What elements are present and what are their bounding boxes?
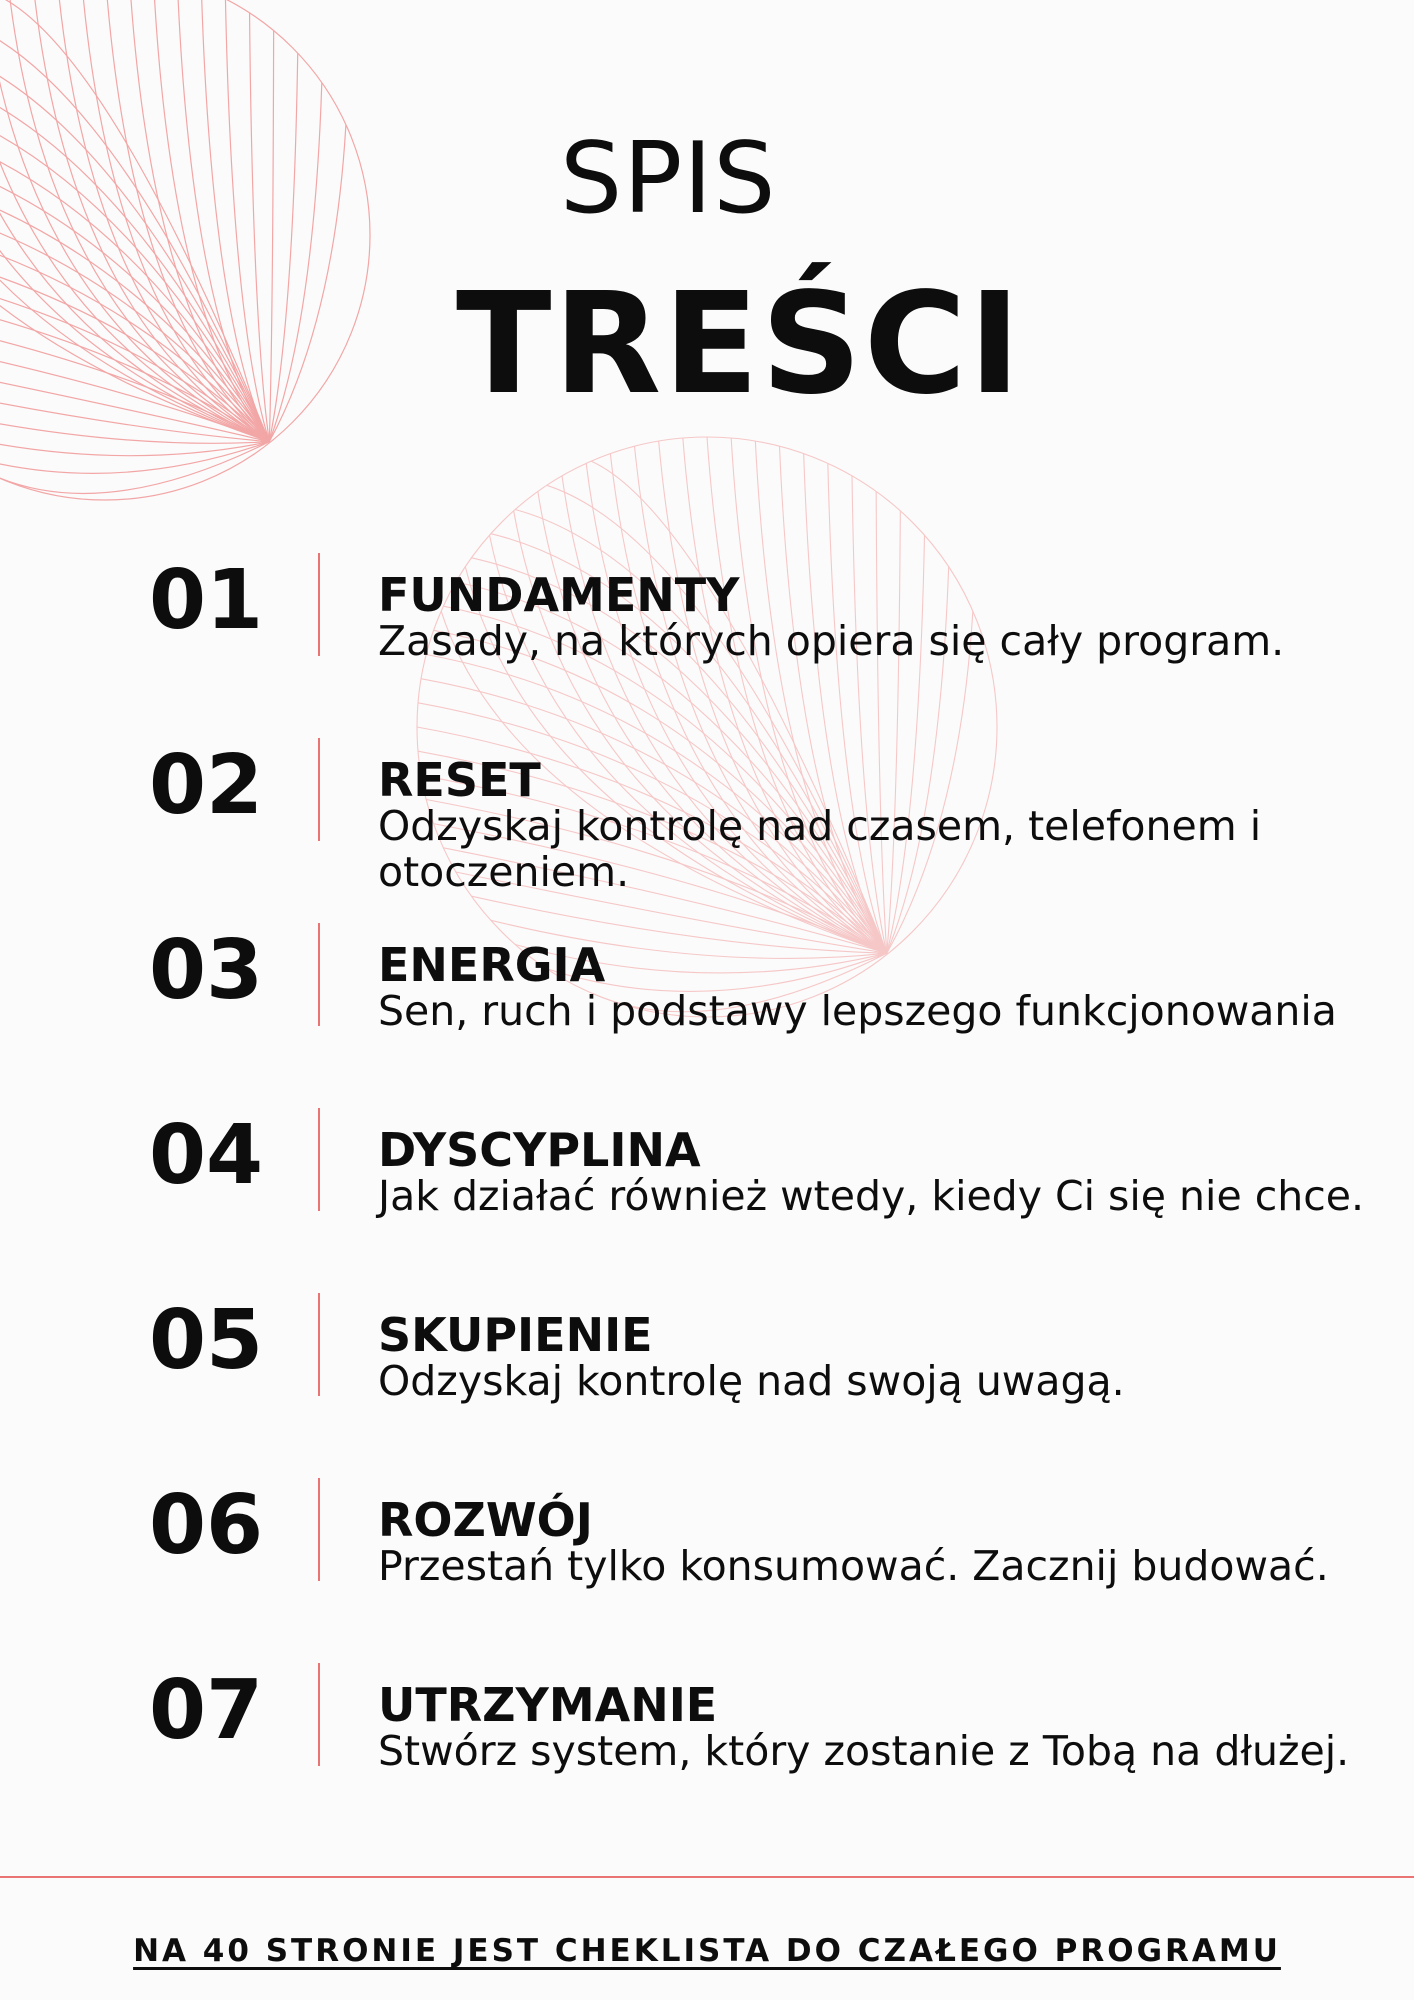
divider-line [318, 1478, 320, 1581]
toc-description: Odzyskaj kontrolę nad czasem, telefonem i otoczeniem. [378, 802, 1262, 896]
toc-number: 05 [148, 1293, 264, 1388]
toc-title: UTRZYMANIE [378, 1678, 718, 1732]
toc-entry-07 [0, 1663, 1414, 1840]
toc-title: ROZWÓJ [378, 1493, 593, 1547]
toc-title: SKUPIENIE [378, 1308, 653, 1362]
toc-number: 01 [148, 553, 264, 648]
toc-number: 02 [148, 738, 264, 833]
page-title-light: SPIS [560, 122, 777, 236]
toc-description: Odzyskaj kontrolę nad swoją uwagą. [378, 1357, 1125, 1405]
toc-entry-06 [0, 1478, 1414, 1655]
toc-number: 07 [148, 1663, 264, 1758]
toc-title: ENERGIA [378, 938, 606, 992]
toc-title: DYSCYPLINA [378, 1123, 701, 1177]
divider-line [318, 738, 320, 841]
divider-line [318, 923, 320, 1026]
toc-title: RESET [378, 753, 541, 807]
toc-description: Jak działać również wtedy, kiedy Ci się nie chce. [378, 1172, 1365, 1220]
divider-line [318, 1108, 320, 1211]
page-title-bold: TREŚCI [456, 263, 1023, 426]
toc-title: FUNDAMENTY [378, 568, 740, 622]
toc-entry-02 [0, 738, 1414, 915]
divider-line [318, 553, 320, 656]
toc-number: 04 [148, 1108, 264, 1203]
toc-number: 03 [148, 923, 264, 1018]
toc-description: Przestań tylko konsumować. Zacznij budować. [378, 1542, 1329, 1590]
footer-divider-line [0, 1876, 1414, 1878]
toc-description: Sen, ruch i podstawy lepszego funkcjonowania [378, 987, 1337, 1035]
toc-number: 06 [148, 1478, 264, 1573]
toc-description: Zasady, na których opiera się cały program. [378, 617, 1285, 665]
divider-line [318, 1293, 320, 1396]
toc-entry-03 [0, 923, 1414, 1100]
footer-note: NA 40 STRONIE JEST CHEKLISTA DO CZAŁEGO PROGRAMU [133, 1933, 1281, 1969]
toc-entry-05 [0, 1293, 1414, 1470]
toc-entry-04 [0, 1108, 1414, 1285]
divider-line [318, 1663, 320, 1766]
toc-entry-01 [0, 553, 1414, 730]
toc-description: Stwórz system, który zostanie z Tobą na dłużej. [378, 1727, 1350, 1775]
